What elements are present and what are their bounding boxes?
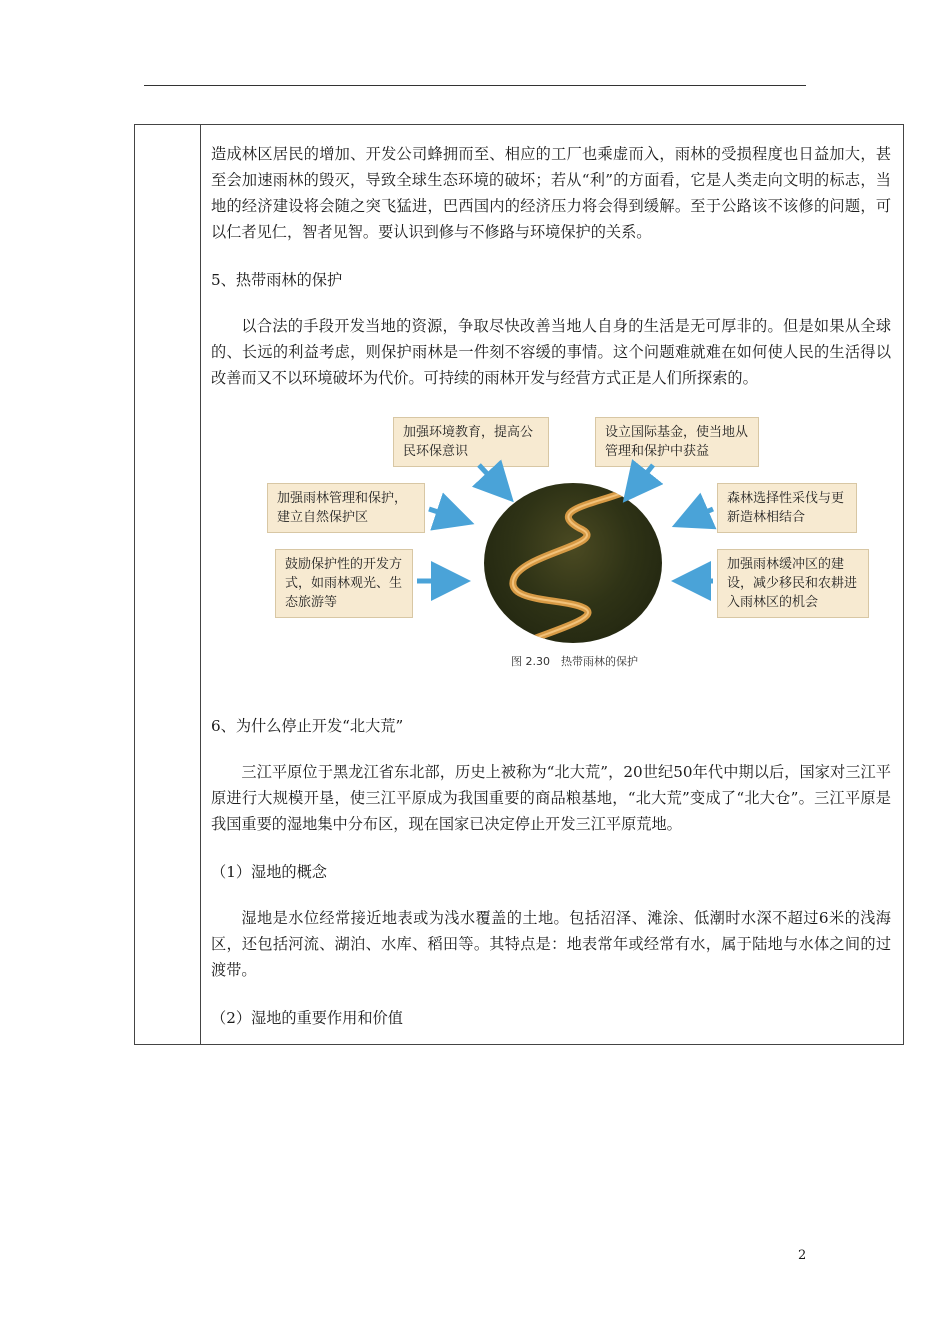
section-6-heading: 6、为什么停止开发“北大荒” xyxy=(211,717,404,735)
figure-box-buffer-zone: 加强雨林缓冲区的建设，减少移民和农耕进入雨林区的机会 xyxy=(717,549,869,618)
subsection-1-heading: （1）湿地的概念 xyxy=(211,863,327,881)
content-table xyxy=(134,124,904,1045)
figure-box-fund: 设立国际基金，使当地从管理和保护中获益 xyxy=(595,417,759,467)
figure-box-reserve: 加强雨林管理和保护，建立自然保护区 xyxy=(267,483,425,533)
table-left-column xyxy=(135,125,201,1044)
section-5-paragraph: 以合法的手段开发当地的资源，争取尽快改善当地人自身的生活是无可厚非的。但是如果从全球的、长远的利益考虑，则保护雨林是一件刻不容缓的事情。这个问题难就难在如何使人民的生活得以改善而又不以环境破坏为代价。可持续的雨林开发与经营方式正是人们所探索的。 xyxy=(211,317,891,387)
header-rule xyxy=(144,85,806,86)
figure-caption: 图 2.30 热带雨林的保护 xyxy=(511,655,638,668)
rainforest-protection-figure xyxy=(211,411,891,671)
figure-box-education: 加强环境教育，提高公民环保意识 xyxy=(393,417,549,467)
subsection-2-heading: （2）湿地的重要作用和价值 xyxy=(211,1009,403,1027)
figure-box-logging: 森林选择性采伐与更新造林相结合 xyxy=(717,483,857,533)
intro-paragraph: 造成林区居民的增加、开发公司蜂拥而至、相应的工厂也乘虚而入，雨林的受损程度也日益加大，甚至会加速雨林的毁灭，导致全球生态环境的破坏；若从“利”的方面看，它是人类走向文明的标志，当地的经济建设将会随之突飞猛进，巴西国内的经济压力将会得到缓解。至于公路该不该修的问题，可以仁者见仁，智者见智。要认识到修与不修路与环境保护的关系。 xyxy=(211,145,891,241)
table-content-cell xyxy=(211,141,891,1031)
page-number: 2 xyxy=(798,1248,807,1263)
figure-arrows xyxy=(211,411,891,671)
figure-box-ecotourism: 鼓励保护性的开发方式，如雨林观光、生态旅游等 xyxy=(275,549,413,618)
section-6-paragraph: 三江平原位于黑龙江省东北部，历史上被称为“北大荒”，20世纪50年代中期以后，国家对三江平原进行大规模开垦，使三江平原成为我国重要的商品粮基地，“北大荒”变成了“北大仓”。三江平原是我国重要的湿地集中分布区，现在国家已决定停止开发三江平原荒地。 xyxy=(211,763,891,833)
section-5-heading: 5、热带雨林的保护 xyxy=(211,271,343,289)
subsection-1-paragraph: 湿地是水位经常接近地表或为浅水覆盖的土地。包括沼泽、滩涂、低潮时水深不超过6米的浅海区，还包括河流、湖泊、水库、稻田等。其特点是：地表常年或经常有水，属于陆地与水体之间的过渡带。 xyxy=(211,909,891,979)
